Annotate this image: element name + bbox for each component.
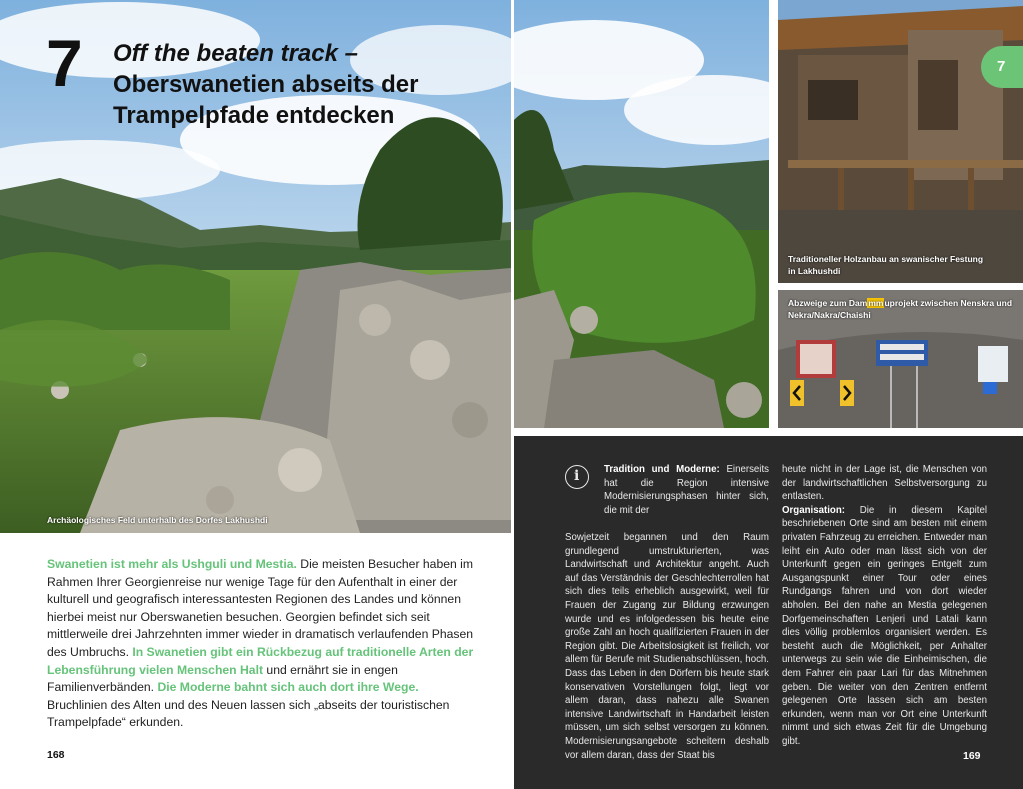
intro-text-3: Bruchlinien des Alten und des Neuen lassen sich „abseits der touristischen Trampelpfade“ erkunden.: [47, 697, 450, 730]
intro-text-2: und ernährt sie in engen Familienverbänden.: [47, 662, 398, 695]
info-text-3: Die in diesem Kapitel beschriebenen Orte sind am besten mit einem privaten Fahrzeug zu erreichen. Entweder man leiht ein Auto oder man lässt sich von der Unterkunft gegen ein geringes Entgelt zum Ausgangspunkt einer Tour oder eines Rundgangs fahren und von dort wieder abholen. Bei den nahe an Mestia gelegenen Dorfgemeinschaften Lenjeri und Latali kann dies völlig problemlos organisiert werden. Es besteht auch die Möglichkeit, per Anhalter unterwegs zu sein wie die Einheimischen, die dem Fahrer ein paar Lari für das Mitnehmen geben. Die weiter von den Zentren entfernt gelegenen Orte lassen sich am besten erkunden, wenn man vor Ort eine Unterkunft nimmt und sich etwas Zeit für die Umgebung gibt.: [782, 504, 987, 747]
right-page: [514, 0, 1023, 789]
info-heading-organisation: Organisation:: [782, 504, 845, 516]
info-text-2: heute nicht in der Lage ist, die Menschen von der landwirtschaftlichen Selbstversorgung zu entlasten.: [782, 464, 987, 503]
chapter-tab-badge: [981, 46, 1023, 88]
intro-highlight-1: Swanetien ist mehr als Ushguli und Mestia.: [47, 557, 297, 571]
info-paragraph-2: [782, 463, 987, 748]
chapter-title-german-line-2: Trampelpfade entdecken: [113, 102, 395, 129]
info-box: [514, 436, 1023, 789]
chapter-title-english: Off the beaten track –: [113, 40, 358, 67]
info-heading-tradition: Tradition und Moderne:: [604, 464, 720, 475]
sign-caption-part-a: Abzweige zum Dam: [788, 298, 868, 308]
info-text-1a: Einerseits hat die Region intensive Modernisierungsphasen hinter sich, die mit der: [604, 464, 769, 516]
stone-wall-photo: [514, 0, 769, 428]
info-icon-glyph: i: [574, 468, 580, 484]
wooden-house-photo: [778, 0, 1023, 283]
photo-caption-wooden-house: Traditioneller Holzanbau an swanischer Festung in Lakhushdi: [788, 254, 984, 276]
intro-text-1: Die meisten Besucher haben im Rahmen Ihrer Georgienreise nur wenige Tage für den Aufenthalt in einer der kulturell und geografisch interessantesten Regionen des Landes und können hierbei meist nur Oberswanetien besuchen. Georgien befindet sich seit mittlerweile drei Jahrzehnten immer wieder in dramatisch verlaufenden Phasen des Umbruchs.: [47, 557, 474, 659]
sign-caption-highlight: mm: [868, 298, 884, 308]
intro-highlight-2: In Swanetien gibt ein Rückbezug auf traditionelle Arten der Lebensführung vielen Menschen Halt: [47, 644, 474, 677]
page-number-right: 169: [963, 750, 981, 762]
intro-highlight-3: Die Moderne bahnt sich auch dort ihre Wege.: [157, 680, 419, 695]
left-page: [0, 0, 511, 789]
chapter-tab-number: 7: [997, 58, 1006, 75]
chapter-number: 7: [46, 26, 83, 100]
sign-caption-part-b: uprojekt zwischen Nenskra und Nekra/Nakra/Chaishi: [788, 298, 1013, 320]
info-icon: [565, 465, 589, 489]
photo-caption-archaeological-field: Archäologisches Feld unterhalb des Dorfes Lakhushdi: [47, 515, 268, 525]
intro-paragraph: [47, 556, 477, 732]
info-paragraph-1: [604, 463, 769, 517]
photo-caption-road-sign: [788, 297, 1013, 321]
chapter-title: [113, 38, 503, 131]
info-paragraph-1b: Sowjetzeit begannen und den Raum grundlegend umstrukturierten, was Landwirtschaft und Architektur angeht. Auch auf das Verständnis der Geschlechterrollen hat sich dies teils erheblich ausgewirkt, weil für Frauen der Zugang zur Bildung erzwungen wurde und es infolgedessen bis heute eine große Zahl an hoch qualifizierten Frauen in der Region gibt. Die Arbeitslosigkeit ist freilich, vor allem für Berufe mit Studienabschlüssen, hoch. Dass das Leben in den Dörfern bis heute stark konservativen Vorstellungen folgt, liegt vor allem daran, dass nahezu alle Swanen intensive Landwirtschaft in Handarbeit leisten müssen, um sich selbst versorgen zu können. Modernisierungsangebote scheitern deshalb vor allem daran, dass der Staat bis: [565, 532, 769, 761]
page-number-left: 168: [47, 749, 65, 761]
chapter-title-german-line-1: Oberswanetien abseits der: [113, 71, 419, 98]
